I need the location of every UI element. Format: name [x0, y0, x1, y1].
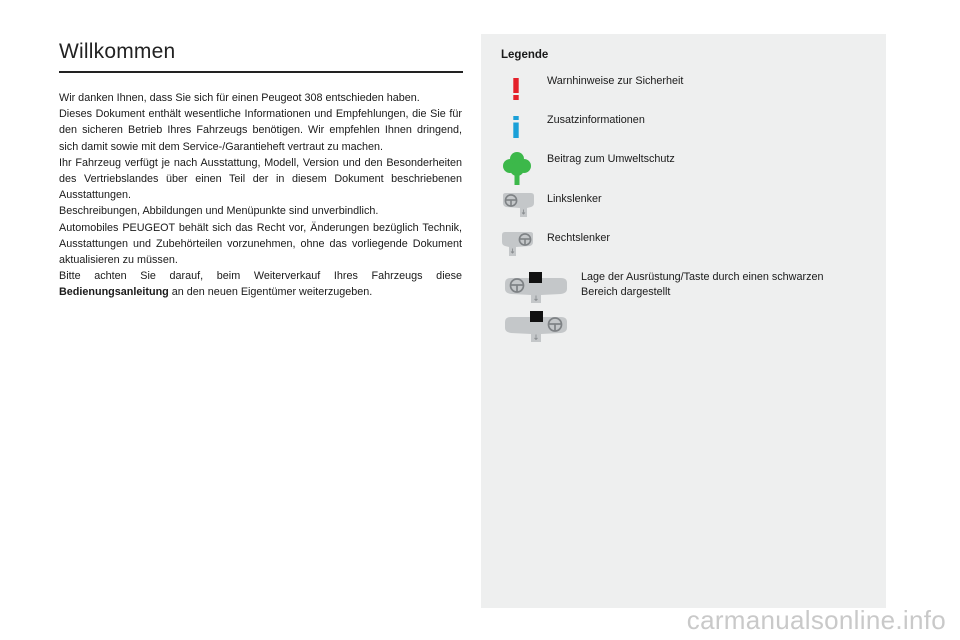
intro-paragraph-5: Automobiles PEUGEOT behält sich das Recht vor, Änderungen bezüglich Technik, Ausstattungen und Zubehörteilen vorzunehmen, ohne das vorliegende Dokument aktualisieren zu müssen. [59, 221, 462, 267]
info-icon [512, 116, 520, 143]
warning-exclamation-icon [512, 78, 520, 105]
intro-paragraph-6-end: an den neuen Eigentümer weiterzugeben. [168, 286, 373, 299]
intro-paragraph-6-start: Bitte achten Sie darauf, beim Weiterverkauf Ihres Fahrzeugs diese [59, 270, 462, 283]
manual-name: Bedienungsanleitung [59, 286, 169, 299]
environment-tree-icon [503, 152, 531, 191]
equipment-location-right-icon [503, 311, 569, 348]
legend-label: Zusatzinformationen [547, 114, 645, 126]
legend-label: Warnhinweise zur Sicherheit [547, 75, 684, 87]
intro-paragraph-3: Ihr Fahrzeug verfügt je nach Ausstattung, Modell, Version und den Besonderheiten des Vertriebslandes über einen Teil der in diesem Dokument beschriebenen Ausstattungen. [59, 156, 462, 202]
intro-paragraph-1: Wir danken Ihnen, dass Sie sich für einen Peugeot 308 entschieden haben. [59, 92, 420, 104]
intro-paragraph-4: Beschreibungen, Abbildungen und Menüpunkte sind unverbindlich. [59, 205, 379, 218]
equipment-location-left-icon [503, 272, 569, 309]
legend-label: Rechtslenker [547, 232, 611, 244]
legend-label: Beitrag zum Umweltschutz [547, 153, 675, 165]
intro-text [59, 90, 462, 301]
intro-paragraph-6 [59, 268, 462, 300]
intro-paragraph-2: Dieses Dokument enthält wesentliche Informationen und Empfehlungen, die Sie für den sicheren Betrieb Ihres Fahrzeugs benötigen. Wir empfehlen Ihnen dringend, sich damit sowie mit dem Service-/Garantieheft vertraut zu machen. [59, 108, 462, 153]
legend-label: Lage der Ausrüstung/Taste durch einen schwarzen Bereich dargestellt [581, 271, 824, 298]
right-hand-drive-icon [501, 231, 535, 262]
watermark: carmanualsonline.info [686, 605, 946, 635]
legend-title: Legende [501, 49, 549, 61]
title-rule [59, 71, 463, 73]
page-title: Willkommen [59, 40, 176, 63]
left-hand-drive-icon [501, 192, 535, 223]
legend-label: Linkslenker [547, 193, 602, 205]
legend-panel [481, 34, 886, 608]
